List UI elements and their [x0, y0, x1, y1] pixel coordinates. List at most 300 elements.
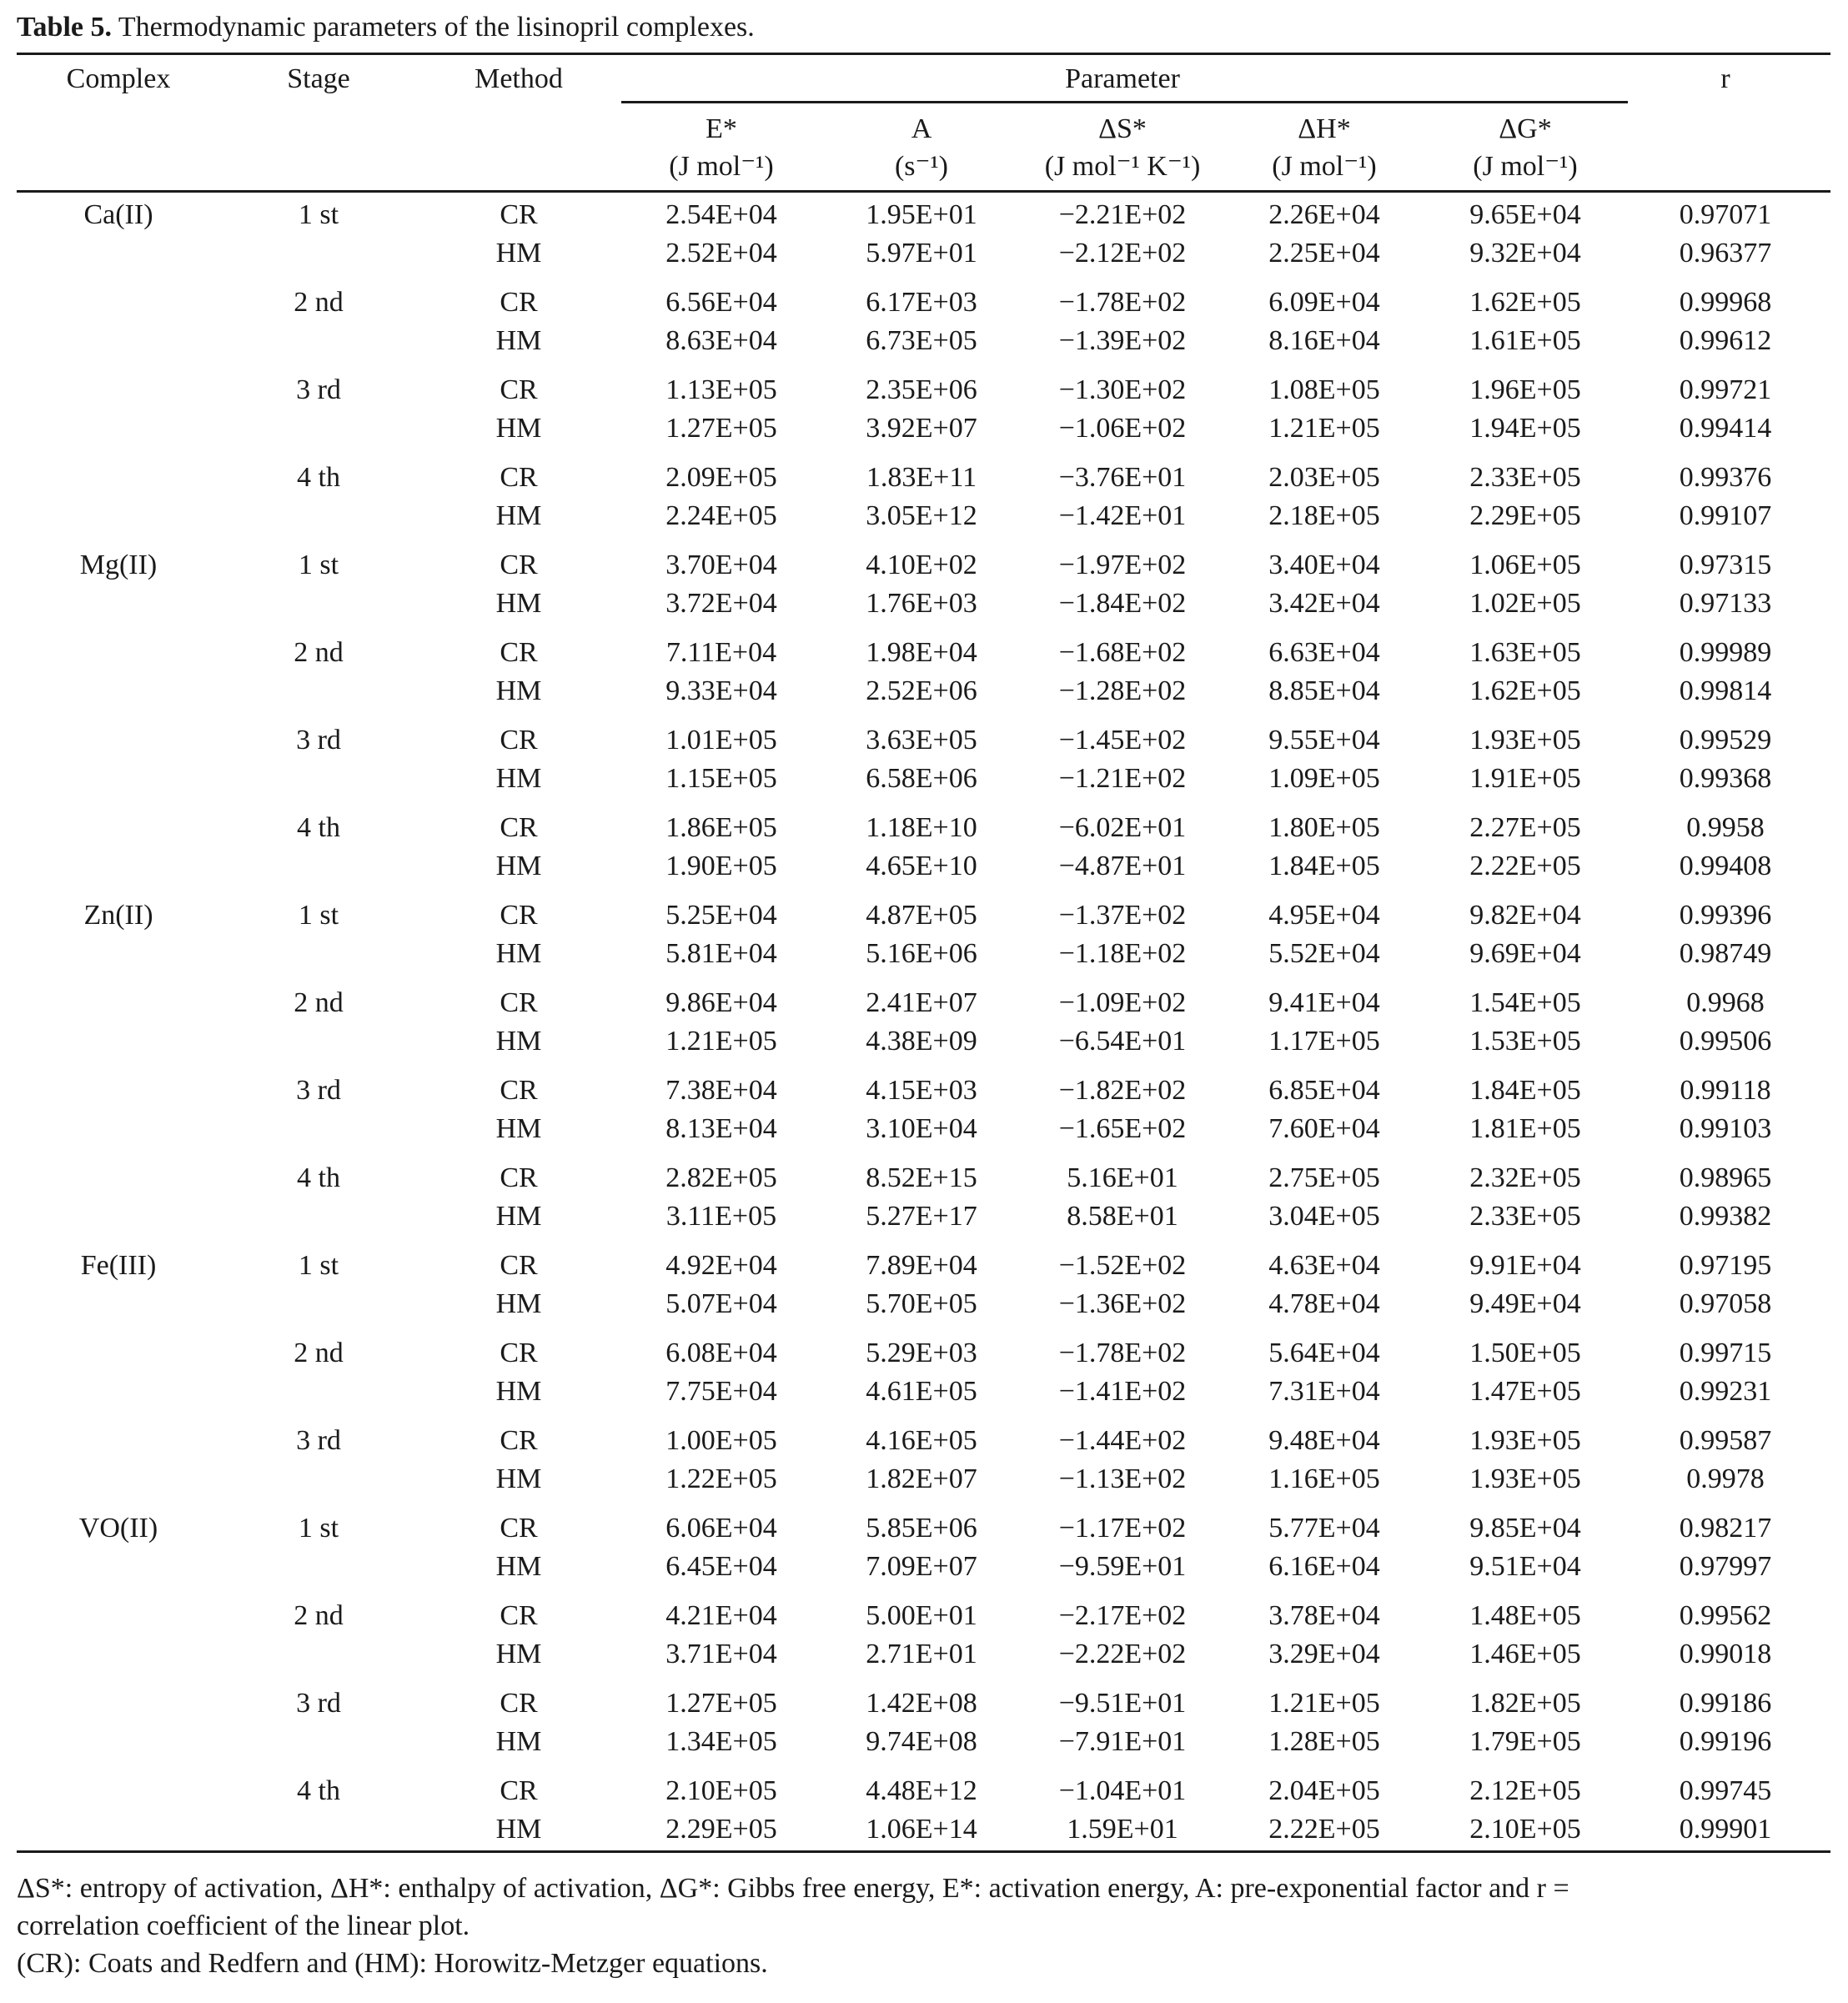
param-value: −3.76E+01 — [1058, 462, 1187, 493]
param-value: 6.08E+04 — [665, 1338, 777, 1368]
stage-label: 3 rd — [296, 374, 341, 405]
param-value: 9.48E+04 — [1268, 1425, 1380, 1456]
param-value: 1.84E+05 — [1268, 851, 1380, 881]
param-value: 7.60E+04 — [1268, 1113, 1380, 1144]
correlation-value: 0.99814 — [1679, 675, 1772, 706]
param-value: 1.06E+14 — [866, 1814, 977, 1845]
param-value: 2.09E+05 — [665, 462, 777, 493]
param-value: 4.87E+05 — [866, 900, 977, 931]
header-complex: Complex — [66, 63, 171, 94]
param-value: 1.09E+05 — [1268, 763, 1380, 794]
param-value: −1.37E+02 — [1058, 900, 1187, 931]
param-header-name: A — [911, 113, 932, 144]
correlation-value: 0.99529 — [1679, 725, 1772, 756]
param-value: 1.86E+05 — [665, 812, 777, 843]
method-label: CR — [500, 287, 538, 318]
param-header-unit: (J mol⁻¹) — [1473, 151, 1578, 182]
stage-label: 2 nd — [294, 1600, 344, 1631]
param-value: −1.36E+02 — [1058, 1288, 1187, 1319]
param-value: 3.92E+07 — [866, 413, 977, 444]
param-header-name: E* — [706, 113, 737, 144]
param-value: 4.95E+04 — [1268, 900, 1380, 931]
stage-label: 1 st — [298, 1513, 339, 1544]
method-label: CR — [500, 1513, 538, 1544]
method-label: HM — [495, 1113, 542, 1144]
param-value: −2.22E+02 — [1058, 1639, 1187, 1669]
param-value: 2.10E+05 — [1469, 1814, 1581, 1845]
param-value: 9.32E+04 — [1469, 238, 1581, 269]
param-value: 4.92E+04 — [665, 1250, 777, 1281]
correlation-value: 0.97071 — [1679, 199, 1772, 230]
correlation-value: 0.99414 — [1679, 413, 1772, 444]
param-value: 1.62E+05 — [1469, 287, 1581, 318]
param-value: 7.09E+07 — [866, 1551, 977, 1582]
correlation-value: 0.97997 — [1679, 1551, 1772, 1582]
param-value: −1.13E+02 — [1058, 1463, 1187, 1494]
footnote-1: ΔS*: entropy of activation, ΔH*: enthalpy of activation, ΔG*: Gibbs free energy, E*: activation energy, A: pre-exponential factor and r = — [17, 1873, 1569, 1904]
correlation-value: 0.99408 — [1679, 851, 1772, 881]
param-value: 3.42E+04 — [1268, 588, 1380, 619]
param-value: 1.81E+05 — [1469, 1113, 1581, 1144]
param-value: 2.12E+05 — [1469, 1775, 1581, 1806]
param-value: 5.00E+01 — [866, 1600, 977, 1631]
param-value: 1.54E+05 — [1469, 987, 1581, 1018]
param-value: 9.49E+04 — [1469, 1288, 1581, 1319]
param-value: −1.06E+02 — [1058, 413, 1187, 444]
method-label: HM — [495, 1463, 542, 1494]
param-value: 3.71E+04 — [665, 1639, 777, 1669]
param-value: 6.06E+04 — [665, 1513, 777, 1544]
correlation-value: 0.99196 — [1679, 1726, 1772, 1757]
param-value: 6.85E+04 — [1268, 1075, 1380, 1106]
param-value: 2.52E+04 — [665, 238, 777, 269]
correlation-value: 0.99118 — [1680, 1075, 1771, 1106]
table-label: Table 5. — [17, 12, 113, 43]
stage-label: 4 th — [297, 1775, 340, 1806]
param-value: 1.59E+01 — [1067, 1814, 1178, 1845]
param-value: 1.76E+03 — [866, 588, 977, 619]
param-value: 2.24E+05 — [665, 500, 777, 531]
param-value: 1.82E+05 — [1469, 1688, 1581, 1719]
method-label: HM — [495, 413, 542, 444]
param-value: 1.48E+05 — [1469, 1600, 1581, 1631]
method-label: HM — [495, 1814, 542, 1845]
correlation-value: 0.97195 — [1679, 1250, 1772, 1281]
param-value: 8.13E+04 — [665, 1113, 777, 1144]
param-value: 5.64E+04 — [1268, 1338, 1380, 1368]
param-value: −7.91E+01 — [1058, 1726, 1187, 1757]
param-value: 1.00E+05 — [665, 1425, 777, 1456]
param-value: 8.58E+01 — [1067, 1201, 1178, 1232]
method-label: CR — [500, 900, 538, 931]
method-label: HM — [495, 851, 542, 881]
method-label: CR — [500, 550, 538, 580]
param-value: 7.11E+04 — [665, 637, 777, 668]
param-value: 2.10E+05 — [665, 1775, 777, 1806]
param-value: 7.31E+04 — [1268, 1376, 1380, 1407]
footnote-3: (CR): Coats and Redfern and (HM): Horowitz-Metzger equations. — [17, 1948, 768, 1979]
stage-label: 1 st — [298, 550, 339, 580]
correlation-value: 0.9978 — [1686, 1463, 1765, 1494]
param-value: 6.16E+04 — [1268, 1551, 1380, 1582]
correlation-value: 0.99587 — [1679, 1425, 1772, 1456]
param-value: −1.39E+02 — [1058, 325, 1187, 356]
correlation-value: 0.99506 — [1679, 1026, 1772, 1057]
param-value: 4.63E+04 — [1268, 1250, 1380, 1281]
param-value: 3.11E+05 — [665, 1201, 777, 1232]
param-value: −6.54E+01 — [1058, 1026, 1187, 1057]
param-value: 4.16E+05 — [866, 1425, 977, 1456]
correlation-value: 0.9958 — [1686, 812, 1765, 843]
stage-label: 2 nd — [294, 637, 344, 668]
stage-label: 2 nd — [294, 987, 344, 1018]
method-label: CR — [500, 987, 538, 1018]
param-value: 2.22E+05 — [1469, 851, 1581, 881]
param-value: 2.41E+07 — [866, 987, 977, 1018]
param-value: −1.45E+02 — [1058, 725, 1187, 756]
param-value: 6.45E+04 — [665, 1551, 777, 1582]
stage-label: 3 rd — [296, 1425, 341, 1456]
param-value: 4.78E+04 — [1268, 1288, 1380, 1319]
correlation-value: 0.99382 — [1679, 1201, 1772, 1232]
param-value: 3.70E+04 — [665, 550, 777, 580]
method-label: HM — [495, 238, 542, 269]
method-label: HM — [495, 1201, 542, 1232]
param-value: 1.53E+05 — [1469, 1026, 1581, 1057]
param-value: −1.78E+02 — [1058, 287, 1187, 318]
correlation-value: 0.99721 — [1679, 374, 1772, 405]
param-value: 2.71E+01 — [866, 1639, 977, 1669]
param-value: 3.04E+05 — [1268, 1201, 1380, 1232]
param-value: −1.41E+02 — [1058, 1376, 1187, 1407]
param-value: 5.70E+05 — [866, 1288, 977, 1319]
param-value: 1.90E+05 — [665, 851, 777, 881]
param-value: −1.68E+02 — [1058, 637, 1187, 668]
param-value: 4.61E+05 — [866, 1376, 977, 1407]
header-rule — [17, 190, 1830, 193]
param-value: 1.21E+05 — [1268, 413, 1380, 444]
footnote-2: correlation coefficient of the linear plot. — [17, 1910, 470, 1941]
correlation-value: 0.99745 — [1679, 1775, 1772, 1806]
param-value: 2.18E+05 — [1268, 500, 1380, 531]
correlation-value: 0.98965 — [1679, 1162, 1772, 1193]
param-value: 5.16E+01 — [1067, 1162, 1178, 1193]
param-value: −9.59E+01 — [1058, 1551, 1187, 1582]
param-value: −2.21E+02 — [1058, 199, 1187, 230]
param-value: 1.15E+05 — [665, 763, 777, 794]
method-label: CR — [500, 725, 538, 756]
param-header-unit: (J mol⁻¹ K⁻¹) — [1044, 151, 1201, 182]
param-value: 5.25E+04 — [665, 900, 777, 931]
param-value: 9.41E+04 — [1268, 987, 1380, 1018]
param-value: −4.87E+01 — [1058, 851, 1187, 881]
param-value: 2.26E+04 — [1268, 199, 1380, 230]
param-value: 3.29E+04 — [1268, 1639, 1380, 1669]
method-label: CR — [500, 1688, 538, 1719]
param-value: 1.50E+05 — [1469, 1338, 1581, 1368]
param-value: 1.16E+05 — [1268, 1463, 1380, 1494]
param-value: 8.52E+15 — [866, 1162, 977, 1193]
correlation-value: 0.99562 — [1679, 1600, 1772, 1631]
param-value: 9.51E+04 — [1469, 1551, 1581, 1582]
param-value: 1.02E+05 — [1469, 588, 1581, 619]
correlation-value: 0.99968 — [1679, 287, 1772, 318]
complex-name: Mg(II) — [79, 550, 158, 580]
param-value: 1.28E+05 — [1268, 1726, 1380, 1757]
param-value: 4.15E+03 — [866, 1075, 977, 1106]
correlation-value: 0.99396 — [1679, 900, 1772, 931]
param-value: 5.85E+06 — [866, 1513, 977, 1544]
param-value: 5.81E+04 — [665, 938, 777, 969]
stage-label: 3 rd — [296, 725, 341, 756]
param-header-name: ΔH* — [1298, 113, 1351, 144]
param-value: −1.18E+02 — [1058, 938, 1187, 969]
param-value: 1.21E+05 — [1268, 1688, 1380, 1719]
header-r: r — [1720, 63, 1730, 94]
param-value: 1.63E+05 — [1469, 637, 1581, 668]
param-value: 3.72E+04 — [665, 588, 777, 619]
param-value: 2.04E+05 — [1268, 1775, 1380, 1806]
param-value: 6.56E+04 — [665, 287, 777, 318]
param-value: 1.93E+05 — [1469, 1425, 1581, 1456]
param-value: 9.91E+04 — [1469, 1250, 1581, 1281]
header-stage: Stage — [287, 63, 350, 94]
method-label: CR — [500, 462, 538, 493]
param-value: 3.40E+04 — [1268, 550, 1380, 580]
method-label: HM — [495, 1026, 542, 1057]
param-value: 9.86E+04 — [665, 987, 777, 1018]
param-value: 3.63E+05 — [866, 725, 977, 756]
header-parameter: Parameter — [1065, 63, 1180, 94]
param-value: 1.22E+05 — [665, 1463, 777, 1494]
param-value: 6.73E+05 — [866, 325, 977, 356]
param-value: 1.79E+05 — [1469, 1726, 1581, 1757]
method-label: HM — [495, 675, 542, 706]
param-value: 5.27E+17 — [866, 1201, 977, 1232]
param-value: 6.09E+04 — [1268, 287, 1380, 318]
param-value: 1.62E+05 — [1469, 675, 1581, 706]
correlation-value: 0.97133 — [1679, 588, 1772, 619]
param-value: 1.08E+05 — [1268, 374, 1380, 405]
correlation-value: 0.9968 — [1686, 987, 1765, 1018]
param-value: 9.55E+04 — [1268, 725, 1380, 756]
param-value: 9.82E+04 — [1469, 900, 1581, 931]
stage-label: 1 st — [298, 199, 339, 230]
param-value: −2.17E+02 — [1058, 1600, 1187, 1631]
correlation-value: 0.99186 — [1679, 1688, 1772, 1719]
param-value: −1.28E+02 — [1058, 675, 1187, 706]
method-label: HM — [495, 500, 542, 531]
param-value: 3.78E+04 — [1268, 1600, 1380, 1631]
param-value: 5.16E+06 — [866, 938, 977, 969]
param-value: 1.91E+05 — [1469, 763, 1581, 794]
param-value: 4.65E+10 — [866, 851, 977, 881]
method-label: HM — [495, 1551, 542, 1582]
param-value: 2.35E+06 — [866, 374, 977, 405]
correlation-value: 0.99018 — [1679, 1639, 1772, 1669]
param-header-unit: (J mol⁻¹) — [669, 151, 774, 182]
header-method: Method — [475, 63, 563, 94]
param-value: 2.52E+06 — [866, 675, 977, 706]
correlation-value: 0.97315 — [1679, 550, 1772, 580]
stage-label: 4 th — [297, 462, 340, 493]
param-value: 2.03E+05 — [1268, 462, 1380, 493]
correlation-value: 0.99376 — [1679, 462, 1772, 493]
param-value: 1.93E+05 — [1469, 1463, 1581, 1494]
method-label: CR — [500, 1775, 538, 1806]
param-value: 1.84E+05 — [1469, 1075, 1581, 1106]
param-value: −1.42E+01 — [1058, 500, 1187, 531]
param-value: 2.82E+05 — [665, 1162, 777, 1193]
param-value: 1.93E+05 — [1469, 725, 1581, 756]
top-rule — [17, 53, 1830, 55]
correlation-value: 0.99901 — [1679, 1814, 1772, 1845]
param-value: 1.83E+11 — [866, 462, 977, 493]
param-value: −1.52E+02 — [1058, 1250, 1187, 1281]
param-value: 5.97E+01 — [866, 238, 977, 269]
correlation-value: 0.96377 — [1679, 238, 1772, 269]
stage-label: 1 st — [298, 900, 339, 931]
complex-name: Zn(II) — [83, 900, 153, 931]
param-value: 1.17E+05 — [1268, 1026, 1380, 1057]
method-label: HM — [495, 763, 542, 794]
param-value: −9.51E+01 — [1058, 1688, 1187, 1719]
method-label: HM — [495, 325, 542, 356]
parameter-underline — [621, 101, 1628, 103]
correlation-value: 0.99715 — [1679, 1338, 1772, 1368]
method-label: HM — [495, 588, 542, 619]
param-value: −6.02E+01 — [1058, 812, 1187, 843]
param-value: 3.10E+04 — [866, 1113, 977, 1144]
param-value: −1.04E+01 — [1058, 1775, 1187, 1806]
complex-name: Fe(III) — [80, 1250, 157, 1281]
method-label: CR — [500, 199, 538, 230]
param-value: −1.17E+02 — [1058, 1513, 1187, 1544]
complex-name: VO(II) — [78, 1513, 158, 1544]
param-value: 1.47E+05 — [1469, 1376, 1581, 1407]
param-value: 1.96E+05 — [1469, 374, 1581, 405]
param-value: 2.75E+05 — [1268, 1162, 1380, 1193]
param-value: 1.27E+05 — [665, 413, 777, 444]
param-value: −1.97E+02 — [1058, 550, 1187, 580]
method-label: CR — [500, 637, 538, 668]
stage-label: 1 st — [298, 1250, 339, 1281]
param-value: 1.18E+10 — [866, 812, 977, 843]
method-label: CR — [500, 1075, 538, 1106]
param-value: 5.07E+04 — [665, 1288, 777, 1319]
table-caption — [17, 12, 755, 43]
param-value: 9.74E+08 — [866, 1726, 977, 1757]
correlation-value: 0.99368 — [1679, 763, 1772, 794]
param-value: 5.52E+04 — [1268, 938, 1380, 969]
param-value: 1.46E+05 — [1469, 1639, 1581, 1669]
method-label: HM — [495, 1376, 542, 1407]
complex-name: Ca(II) — [83, 199, 153, 230]
correlation-value: 0.98217 — [1679, 1513, 1772, 1544]
param-value: 4.38E+09 — [866, 1026, 977, 1057]
param-value: 2.54E+04 — [665, 199, 777, 230]
param-value: 7.89E+04 — [866, 1250, 977, 1281]
param-value: 1.21E+05 — [665, 1026, 777, 1057]
correlation-value: 0.99231 — [1679, 1376, 1772, 1407]
param-value: 9.65E+04 — [1469, 199, 1581, 230]
correlation-value: 0.99989 — [1679, 637, 1772, 668]
correlation-value: 0.99107 — [1679, 500, 1772, 531]
method-label: CR — [500, 1425, 538, 1456]
param-value: 5.77E+04 — [1268, 1513, 1380, 1544]
method-label: HM — [495, 1639, 542, 1669]
param-value: 2.25E+04 — [1268, 238, 1380, 269]
param-value: −1.30E+02 — [1058, 374, 1187, 405]
method-label: CR — [500, 1162, 538, 1193]
correlation-value: 0.97058 — [1679, 1288, 1772, 1319]
param-value: −1.78E+02 — [1058, 1338, 1187, 1368]
param-header-unit: (s⁻¹) — [894, 151, 948, 182]
param-value: 5.29E+03 — [866, 1338, 977, 1368]
param-value: 4.21E+04 — [665, 1600, 777, 1631]
method-label: CR — [500, 812, 538, 843]
param-value: 6.58E+06 — [866, 763, 977, 794]
param-value: 3.05E+12 — [866, 500, 977, 531]
param-value: 2.22E+05 — [1268, 1814, 1380, 1845]
stage-label: 4 th — [297, 1162, 340, 1193]
param-value: 8.16E+04 — [1268, 325, 1380, 356]
method-label: CR — [500, 1338, 538, 1368]
param-header-name: ΔG* — [1499, 113, 1552, 144]
param-value: 8.63E+04 — [665, 325, 777, 356]
param-header-name: ΔS* — [1098, 113, 1147, 144]
param-value: −1.84E+02 — [1058, 588, 1187, 619]
param-value: 7.75E+04 — [665, 1376, 777, 1407]
param-value: −1.21E+02 — [1058, 763, 1187, 794]
param-value: −1.82E+02 — [1058, 1075, 1187, 1106]
param-value: 2.33E+05 — [1469, 462, 1581, 493]
param-value: −1.65E+02 — [1058, 1113, 1187, 1144]
method-label: CR — [500, 1600, 538, 1631]
param-value: 1.01E+05 — [665, 725, 777, 756]
param-value: 1.61E+05 — [1469, 325, 1581, 356]
stage-label: 4 th — [297, 812, 340, 843]
param-value: 2.33E+05 — [1469, 1201, 1581, 1232]
method-label: HM — [495, 1288, 542, 1319]
param-value: 2.32E+05 — [1469, 1162, 1581, 1193]
param-value: 9.33E+04 — [665, 675, 777, 706]
stage-label: 3 rd — [296, 1075, 341, 1106]
param-value: 2.27E+05 — [1469, 812, 1581, 843]
param-value: 1.95E+01 — [866, 199, 977, 230]
param-value: 1.27E+05 — [665, 1688, 777, 1719]
param-header-unit: (J mol⁻¹) — [1272, 151, 1377, 182]
param-value: 4.48E+12 — [866, 1775, 977, 1806]
correlation-value: 0.98749 — [1679, 938, 1772, 969]
param-value: 8.85E+04 — [1268, 675, 1380, 706]
param-value: 1.34E+05 — [665, 1726, 777, 1757]
stage-label: 3 rd — [296, 1688, 341, 1719]
param-value: 1.94E+05 — [1469, 413, 1581, 444]
bottom-rule — [17, 1850, 1830, 1853]
method-label: CR — [500, 1250, 538, 1281]
param-value: 1.42E+08 — [866, 1688, 977, 1719]
correlation-value: 0.99103 — [1679, 1113, 1772, 1144]
param-value: −2.12E+02 — [1058, 238, 1187, 269]
stage-label: 2 nd — [294, 287, 344, 318]
method-label: HM — [495, 1726, 542, 1757]
param-value: 6.63E+04 — [1268, 637, 1380, 668]
param-value: 9.69E+04 — [1469, 938, 1581, 969]
param-value: 6.17E+03 — [866, 287, 977, 318]
param-value: 9.85E+04 — [1469, 1513, 1581, 1544]
param-value: 1.80E+05 — [1268, 812, 1380, 843]
